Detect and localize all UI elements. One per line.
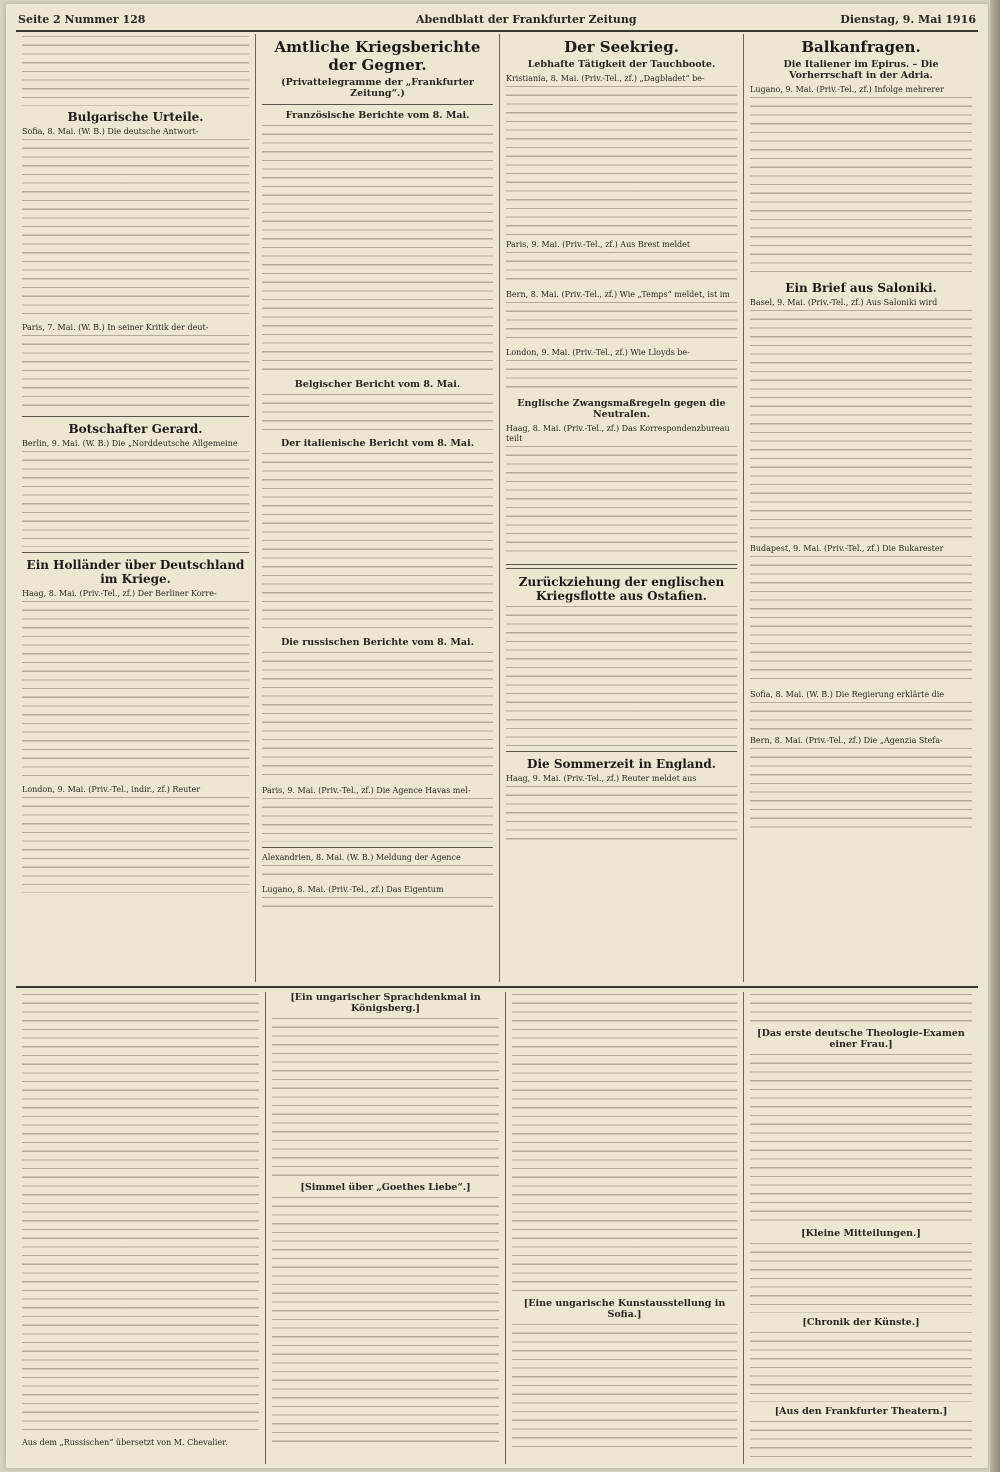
text-block: [262, 125, 493, 375]
article-heading: Zurückziehung der englischen Kriegsflotte aus Ostafien.: [518, 575, 725, 603]
dateline: Paris, 7. Mai. (W. B.) In seiner Kritik der deut-: [22, 323, 209, 332]
divider: [22, 552, 249, 553]
text-block: [750, 1243, 972, 1313]
notice-heading: [Aus den Frankfurter Theatern.]: [774, 1406, 948, 1417]
divider: [506, 564, 737, 569]
text-block: [262, 652, 493, 782]
text-block: [512, 994, 737, 1294]
feuilleton-column-3: [506, 992, 744, 1464]
notice-heading: [Ein ungarischer Sprachdenkmal in Königsberg.]: [290, 992, 481, 1014]
article-heading: Botschafter Gerard.: [68, 422, 203, 436]
text-block: [750, 702, 972, 732]
text-block: [506, 786, 737, 846]
feuilleton-column-2: [266, 992, 506, 1464]
dateline: Alexandrien, 8. Mai. (W. B.) Meldung der Agence: [262, 853, 461, 862]
notice-heading: [Kleine Mitteilungen.]: [801, 1228, 921, 1239]
text-block: [750, 1332, 972, 1402]
text-block: [262, 798, 493, 842]
text-block: [22, 797, 249, 893]
dateline: Haag, 9. Mai. (Priv.-Tel., zf.) Reuter meldet aus: [506, 774, 697, 783]
text-block: [22, 994, 259, 1434]
dateline: Paris, 9. Mai. (Priv.-Tel., zf.) Die Agence Havas mel-: [262, 786, 471, 795]
text-block: [506, 360, 737, 394]
dateline: Lugano, 9. Mai. (Priv.-Tel., zf.) Infolge mehrerer: [750, 85, 944, 94]
article-heading: Ein Holländer über Deutschland im Kriege.: [26, 558, 245, 586]
text-block: [272, 1197, 499, 1447]
dateline: London, 9. Mai. (Priv.-Tel., indir., zf.) Reuter: [22, 785, 201, 794]
text-block: [506, 252, 737, 286]
text-block: [750, 748, 972, 828]
dateline: Haag, 8. Mai. (Priv.-Tel., zf.) Der Berliner Korre-: [22, 589, 217, 598]
page-edge: [990, 0, 1000, 1472]
text-block: [506, 302, 737, 344]
dateline: Haag, 8. Mai. (Priv.-Tel., zf.) Das Korrespondenzbureau teilt: [506, 424, 730, 443]
column-3: [500, 34, 744, 982]
article-subheading: Lebhafte Tätigkeit der Tauchboote.: [527, 59, 716, 70]
dateline: Budapest, 9. Mai. (Priv.-Tel., zf.) Die Bukarester: [750, 544, 944, 553]
dateline: Lugano, 8. Mai. (Priv.-Tel., zf.) Das Eigentum: [262, 885, 444, 894]
section-heading: Französische Berichte vom 8. Mai.: [285, 110, 470, 121]
text-block: [750, 310, 972, 540]
notice-heading: [Eine ungarische Kunstausstellung in Sofia.]: [523, 1298, 726, 1320]
issue-date: Dienstag, 9. Mai 1916: [840, 13, 976, 26]
article-heading: Bulgarische Urteile.: [67, 110, 204, 124]
text-block: [262, 865, 493, 881]
page-header: [16, 10, 978, 32]
notice-heading: [Chronik der Künste.]: [802, 1317, 920, 1328]
column-4: [744, 34, 978, 982]
divider: [262, 847, 493, 848]
feuilleton-column-1: [16, 992, 266, 1464]
column-2: [256, 34, 500, 982]
text-block: [272, 1018, 499, 1178]
feuilleton-section: [16, 986, 978, 1468]
article-heading: Balkanfragen.: [801, 38, 921, 56]
dateline: Sofia, 8. Mai. (W. B.) Die deutsche Antwort-: [22, 127, 199, 136]
article-heading: Ein Brief aus Saloniki.: [785, 281, 937, 295]
dateline: Bern, 8. Mai. (Priv.-Tel., zf.) Wie „Temps“ meldet, ist im: [506, 290, 730, 299]
dateline: Kristiania, 8. Mai. (Priv.-Tel., zf.) „Dagbladet“ be-: [506, 74, 705, 83]
article-heading: Amtliche Kriegsberichte der Gegner.: [274, 38, 481, 74]
text-block: [262, 394, 493, 434]
text-block: [22, 36, 249, 106]
dateline: Sofia, 8. Mai. (W. B.) Die Regierung erklärte die: [750, 690, 945, 699]
text-block: [512, 1324, 737, 1454]
dateline: Bern, 8. Mai. (Priv.-Tel., zf.) Die „Agenzia Stefa-: [750, 736, 943, 745]
section-heading: Der italienische Bericht vom 8. Mai.: [280, 438, 475, 449]
notice-heading: [Das erste deutsche Theologie-Examen einer Frau.]: [757, 1028, 965, 1050]
dateline: Basel, 9. Mai. (Priv.-Tel., zf.) Aus Saloniki wird: [750, 298, 938, 307]
text-block: [506, 606, 737, 746]
page-number: Seite 2 Nummer 128: [18, 13, 146, 26]
newspaper-title: Abendblatt der Frankfurter Zeitung: [416, 13, 637, 26]
dateline: Berlin, 9. Mai. (W. B.) Die „Norddeutsche Allgemeine: [22, 439, 238, 448]
newspaper-page: [6, 4, 988, 1468]
text-block: [506, 446, 737, 558]
text-block: [22, 451, 249, 547]
text-block: [750, 1421, 972, 1461]
article-subheading: Die Italiener im Epirus. – Die Vorherrschaft in der Adria.: [783, 59, 939, 81]
text-block: [22, 139, 249, 319]
text-block: [750, 1054, 972, 1224]
text-block: [750, 556, 972, 686]
section-heading: Belgischer Bericht vom 8. Mai.: [294, 379, 461, 390]
text-block: [262, 897, 493, 913]
dateline: London, 9. Mai. (Priv.-Tel., zf.) Wie Lloyds be-: [506, 348, 690, 357]
notice-heading: [Simmel über „Goethes Liebe“.]: [300, 1182, 471, 1193]
article-subheading: (Privattelegramme der „Frankfurter Zeitung“.): [281, 77, 474, 99]
divider: [22, 416, 249, 417]
text-block: [750, 97, 972, 277]
column-1: [16, 34, 256, 982]
article-heading: Der Seekrieg.: [564, 38, 679, 56]
text-block: [22, 335, 249, 411]
text-block: [22, 601, 249, 781]
section-heading: Englische Zwangsmaßregeln gegen die Neutralen.: [517, 398, 726, 420]
text-block: [262, 453, 493, 633]
article-heading: Die Sommerzeit in England.: [527, 757, 716, 771]
text-block: [750, 994, 972, 1024]
feuilleton-column-4: [744, 992, 978, 1464]
translator-credit: Aus dem „Russischen“ übersetzt von M. Chevalier.: [22, 1438, 228, 1447]
divider: [506, 751, 737, 752]
divider: [262, 104, 493, 105]
dateline: Paris, 9. Mai. (Priv.-Tel., zf.) Aus Brest meldet: [506, 240, 691, 249]
section-heading: Die russischen Berichte vom 8. Mai.: [281, 637, 474, 648]
text-block: [506, 86, 737, 236]
